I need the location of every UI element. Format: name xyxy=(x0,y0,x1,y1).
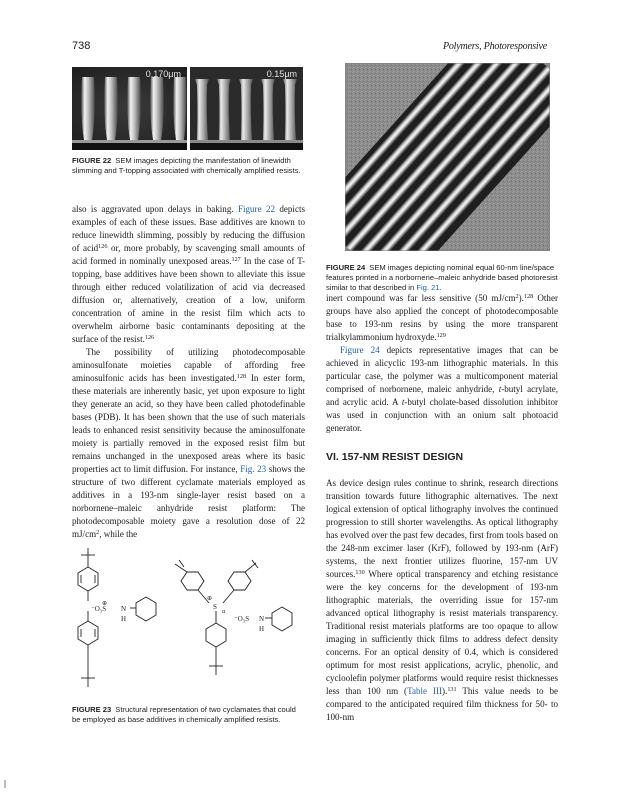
text-segment: In the case of T-topping, base additives have been shown to alleviate this issue through either reduced volatilization of acid via decreased diffusion or, alternatively, creation of a low, uniform concentration of amine in the resist film which acts to overwhelm airborne basic contaminants depositing at the surface of the resist. xyxy=(72,256,305,345)
figure-22-label: FIGURE 22 xyxy=(72,156,112,165)
text-segment: depicts examples of each of these issues. Base additives are known to reduce linewidth slimming, possibly by reducing the diffusion of acid xyxy=(72,204,305,254)
ref-127[interactable]: 127 xyxy=(231,256,241,264)
ref-131[interactable]: 131 xyxy=(447,686,457,694)
left-so3-label: ⁻O₃S xyxy=(91,605,107,613)
italic-t: t xyxy=(401,397,405,408)
figure-23-caption-text: Structural representation of two cyclamates that could be employed as base additives in chemically amplified resists. xyxy=(72,705,296,725)
italic-t: t xyxy=(498,384,502,395)
ref-129[interactable]: 129 xyxy=(436,332,446,340)
page-number: 738 xyxy=(72,40,91,52)
text-segment: In ester form, these materials are inherently basic, yet upon exposure to light they generate an acid, so they have been called photodefinable bases (PDB). It has been shown that the use of such materials leads to enhanced resist sensitivity because the aminosulfonate moiety is partially removed in the exposed resist film but remains unchanged in the unexposed areas where its basic properties act to limit diffusion. For instance, xyxy=(72,373,306,475)
sem-footer-right xyxy=(190,143,303,150)
text-segment: The possibility of utilizing photodecomposable aminosulfonate moieties capable of affording free aminosulfonic acids has been investigated. xyxy=(72,347,305,384)
sem-lines-slimming xyxy=(72,67,187,150)
paragraph-left-1 xyxy=(72,203,305,346)
text-segment: ). xyxy=(518,293,524,303)
figure-24-image xyxy=(345,63,550,251)
superscript: 2 xyxy=(515,293,519,300)
paragraph-left-2 xyxy=(72,346,305,541)
paragraph-right-3 xyxy=(326,477,558,724)
text-segment: Where optical transparency and etching resistance were the key concerns for the development of 193-nm lithographic materials, the overriding issue for 157-nm advanced optical lithography is resist materials transparency. Traditional resist materials platforms are too opaque to allow imaging in sufficiently thick films to address defect density concerns. For an optical density of 0.4, which is considered optimum for most resist applications, acrylic, phenolic, and cycloolefin polymer platforms would require resist thicknesses less than 100 nm ( xyxy=(326,569,558,697)
cyclamate-structures xyxy=(72,545,305,695)
ref-130[interactable]: 130 xyxy=(355,569,365,577)
text-segment: Other groups have also applied the concept of photodecomposable base to 193-nm resins by using the more transparent trialkylammonium hydroxyde. xyxy=(326,293,558,343)
superscript: 2 xyxy=(96,529,100,537)
link-fig-21[interactable]: Fig. 21 xyxy=(416,283,440,293)
right-n-label: N xyxy=(259,615,265,623)
right-h-label: H xyxy=(259,625,265,633)
ref-128[interactable]: 128 xyxy=(236,373,247,381)
page-edge-mark xyxy=(4,780,6,788)
figure-22-caption xyxy=(72,156,305,176)
sem-60nm-lines xyxy=(345,63,550,251)
left-h-label: H xyxy=(121,615,127,623)
figure-24-label: FIGURE 24 xyxy=(326,263,366,272)
figure-22-left-image xyxy=(72,67,187,150)
text-segment: This value needs to be compared to the anticipated required film thickness for 50- to 100-nm xyxy=(326,686,559,723)
ref-128[interactable]: 128 xyxy=(523,293,534,300)
link-fig-23[interactable]: Fig. 23 xyxy=(240,464,267,475)
section-heading-157nm: VI. 157-NM RESIST DESIGN xyxy=(326,451,464,463)
paragraph-right-2 xyxy=(326,344,558,435)
text-segment: As device design rules continue to shrink, research directions transition towards future lithographic alternatives. The next logical extension of optical lithography involves the continued progression to still shorter wavelengths. As optical lithography has evolved over the past few decades, first from tools based on the 248-nm excimer laser (KrF), followed by 193-nm (ArF) systems, the next frontier utilizes fluorine, 157-nm UV sources. xyxy=(326,478,558,580)
text-segment: depicts representative images that can be achieved in alicyclic 193-nm lithographic materials. In this particular case, the polymer was a multicomponent material comprised of norbornene, maleic anhydride, xyxy=(326,345,558,395)
sulfonium-label: S xyxy=(213,603,217,611)
link-figure-22[interactable]: Figure 22 xyxy=(237,204,275,214)
text-segment: or, more probably, by scavenging small amounts of acid formed in nominally unexposed areas. xyxy=(72,243,305,267)
text-segment: inert compound was far less sensitive (50 mJ/cm xyxy=(326,293,516,303)
link-figure-24[interactable]: Figure 24 xyxy=(340,345,380,356)
ref-126[interactable]: 126 xyxy=(98,243,108,251)
scale-label-right: 0.15μm xyxy=(266,69,297,79)
figure-23-label: FIGURE 23 xyxy=(72,705,112,714)
paragraph-right-1 xyxy=(326,292,558,344)
text-segment: ). xyxy=(442,686,448,697)
text-segment: also is aggravated upon delays in baking. xyxy=(72,204,238,214)
text-segment: shows the structure of two different cyclamate materials employed as additives in a 193-nm single-layer resist based on a norbornene–maleic anhydride resist platform: The photodecomposable moiety gave a resolution dose of 22 mJ/cm xyxy=(72,464,306,540)
left-column-text xyxy=(72,203,305,541)
right-column-section-text xyxy=(326,477,558,724)
left-n-label: N xyxy=(121,605,127,613)
ref-126[interactable]: 126 xyxy=(144,334,155,342)
figure-22-caption-text: SEM images depicting the manifestation of linewidth slimming and T-topping associated with chemically amplified resists. xyxy=(72,156,301,176)
text-segment: -butyl acrylate, and acrylic acid. A xyxy=(326,384,558,408)
figure-24-caption xyxy=(326,263,559,294)
figure-23-structures xyxy=(72,545,305,695)
plus-charge-right: ⊕ xyxy=(207,596,213,602)
figure-24-caption-end: . xyxy=(439,283,442,293)
figure-22-right-image xyxy=(190,67,303,150)
right-column-text xyxy=(326,292,558,435)
right-so3-label: ⁻O₃S xyxy=(234,615,250,623)
figure-23-caption xyxy=(72,705,305,725)
text-segment: -butyl cholate-based dissolution inhibitor was used in conjunction with an onium salt photoacid generator. xyxy=(326,397,558,434)
plus-charge-left: ⊕ xyxy=(102,601,108,607)
figure-24-caption-text: SEM images depicting nominal equal 60-nm line/space features printed in a norbornene–maleic anhydride based photoresist similar to that described in xyxy=(326,263,558,293)
sem-lines-t-topping xyxy=(190,67,303,150)
running-head: Polymers, Photoresponsive xyxy=(442,41,547,52)
text-segment: , while the xyxy=(99,529,138,540)
scale-label-left: 0.170μm xyxy=(145,69,181,79)
sem-footer-left xyxy=(72,143,187,150)
alpha-label: α xyxy=(222,609,226,615)
link-table-iii[interactable]: Table III xyxy=(407,686,443,697)
